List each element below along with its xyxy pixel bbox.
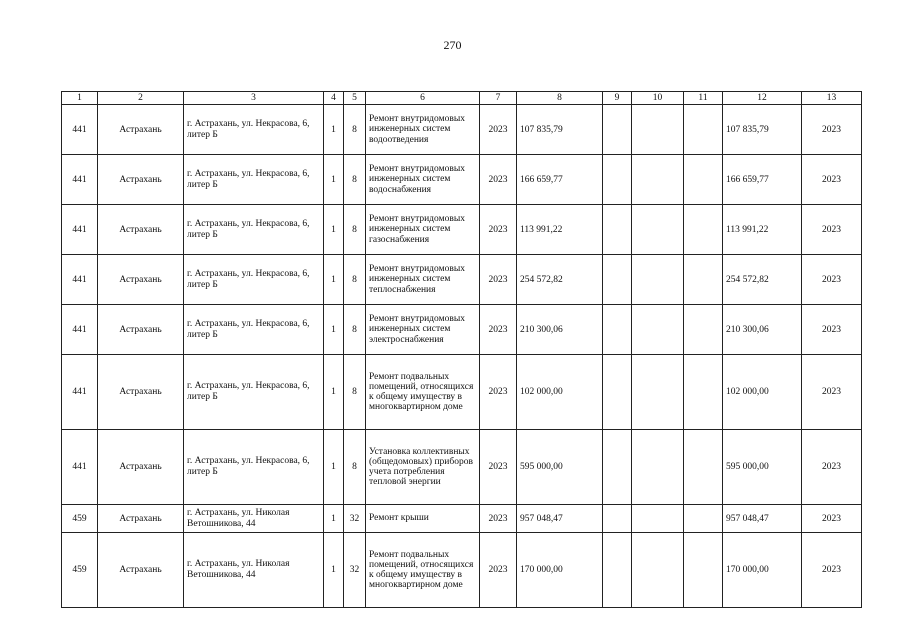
cell-stage: 1 [324, 205, 344, 255]
cell-funding-regional [632, 355, 684, 430]
cell-apartment-count: 32 [344, 505, 366, 533]
cell-funding-local [684, 255, 723, 305]
cell-funding-local [684, 305, 723, 355]
cell-funding-federal [603, 505, 632, 533]
page-number: 270 [443, 38, 462, 52]
cell-total-cost: 210 300,06 [517, 305, 603, 355]
table-row [62, 155, 862, 205]
cell-stage: 1 [324, 430, 344, 505]
cell-work-type: Установка коллективных (общедомовых) приборов учета потребления тепловой энергии [366, 430, 480, 505]
cell-work-year: 2023 [480, 155, 517, 205]
cell-apartment-count: 8 [344, 355, 366, 430]
cell-stage: 1 [324, 255, 344, 305]
cell-funding-local [684, 155, 723, 205]
cell-total-cost: 102 000,00 [517, 355, 603, 430]
cell-row-number: 441 [62, 430, 98, 505]
cell-total-cost: 957 048,47 [517, 505, 603, 533]
table-row [62, 255, 862, 305]
cell-work-year: 2023 [480, 105, 517, 155]
cell-completion-year: 2023 [802, 205, 862, 255]
cell-funding-federal [603, 305, 632, 355]
cell-address: г. Астрахань, ул. Некрасова, 6, литер Б [184, 355, 324, 430]
cell-apartment-count: 32 [344, 533, 366, 608]
cell-work-year: 2023 [480, 505, 517, 533]
cell-total-cost: 113 991,22 [517, 205, 603, 255]
cell-funding-regional [632, 505, 684, 533]
cell-stage: 1 [324, 533, 344, 608]
table-header [62, 92, 862, 105]
column-number-5: 5 [344, 92, 366, 105]
cell-funding-local [684, 430, 723, 505]
cell-apartment-count: 8 [344, 205, 366, 255]
cell-address: г. Астрахань, ул. Некрасова, 6, литер Б [184, 205, 324, 255]
cell-apartment-count: 8 [344, 305, 366, 355]
cell-funding-owners: 113 991,22 [723, 205, 802, 255]
cell-apartment-count: 8 [344, 155, 366, 205]
column-number-3: 3 [184, 92, 324, 105]
cell-municipality: Астрахань [98, 305, 184, 355]
column-number-2: 2 [98, 92, 184, 105]
cell-completion-year: 2023 [802, 355, 862, 430]
table-row [62, 305, 862, 355]
column-number-1: 1 [62, 92, 98, 105]
cell-address: г. Астрахань, ул. Николая Ветошникова, 44 [184, 505, 324, 533]
cell-funding-owners: 210 300,06 [723, 305, 802, 355]
cell-funding-owners: 102 000,00 [723, 355, 802, 430]
cell-municipality: Астрахань [98, 533, 184, 608]
cell-work-year: 2023 [480, 255, 517, 305]
cell-funding-federal [603, 430, 632, 505]
cell-municipality: Астрахань [98, 155, 184, 205]
cell-row-number: 441 [62, 105, 98, 155]
cell-funding-regional [632, 533, 684, 608]
cell-stage: 1 [324, 305, 344, 355]
cell-work-type: Ремонт внутридомовых инженерных систем водоснабжения [366, 155, 480, 205]
cell-funding-regional [632, 305, 684, 355]
cell-address: г. Астрахань, ул. Некрасова, 6, литер Б [184, 105, 324, 155]
column-number-row [62, 92, 862, 105]
table-row [62, 430, 862, 505]
cell-funding-regional [632, 155, 684, 205]
table-body [62, 105, 862, 608]
cell-apartment-count: 8 [344, 430, 366, 505]
cell-address: г. Астрахань, ул. Некрасова, 6, литер Б [184, 155, 324, 205]
cell-row-number: 441 [62, 355, 98, 430]
cell-total-cost: 107 835,79 [517, 105, 603, 155]
column-number-6: 6 [366, 92, 480, 105]
cell-work-type: Ремонт внутридомовых инженерных систем электроснабжения [366, 305, 480, 355]
cell-row-number: 459 [62, 533, 98, 608]
cell-completion-year: 2023 [802, 305, 862, 355]
cell-work-year: 2023 [480, 430, 517, 505]
table-row [62, 105, 862, 155]
cell-completion-year: 2023 [802, 105, 862, 155]
cell-completion-year: 2023 [802, 533, 862, 608]
cell-stage: 1 [324, 155, 344, 205]
table-row [62, 355, 862, 430]
cell-funding-owners: 957 048,47 [723, 505, 802, 533]
table-row [62, 205, 862, 255]
column-number-8: 8 [517, 92, 603, 105]
cell-total-cost: 166 659,77 [517, 155, 603, 205]
cell-total-cost: 254 572,82 [517, 255, 603, 305]
cell-work-year: 2023 [480, 533, 517, 608]
cell-row-number: 441 [62, 205, 98, 255]
table-row [62, 505, 862, 533]
cell-municipality: Астрахань [98, 355, 184, 430]
cell-completion-year: 2023 [802, 255, 862, 305]
cell-work-type: Ремонт подвальных помещений, относящихся к общему имуществу в многоквартирном доме [366, 355, 480, 430]
cell-work-type: Ремонт внутридомовых инженерных систем водоотведения [366, 105, 480, 155]
cell-address: г. Астрахань, ул. Некрасова, 6, литер Б [184, 255, 324, 305]
cell-funding-local [684, 533, 723, 608]
cell-address: г. Астрахань, ул. Некрасова, 6, литер Б [184, 430, 324, 505]
table-row [62, 533, 862, 608]
cell-row-number: 459 [62, 505, 98, 533]
cell-funding-local [684, 205, 723, 255]
cell-apartment-count: 8 [344, 105, 366, 155]
cell-row-number: 441 [62, 155, 98, 205]
cell-funding-local [684, 505, 723, 533]
cell-work-type: Ремонт подвальных помещений, относящихся к общему имуществу в многоквартирном доме [366, 533, 480, 608]
cell-funding-local [684, 105, 723, 155]
cell-apartment-count: 8 [344, 255, 366, 305]
cell-address: г. Астрахань, ул. Некрасова, 6, литер Б [184, 305, 324, 355]
cell-municipality: Астрахань [98, 505, 184, 533]
cell-funding-federal [603, 105, 632, 155]
column-number-12: 12 [723, 92, 802, 105]
cell-work-type: Ремонт внутридомовых инженерных систем теплоснабжения [366, 255, 480, 305]
cell-funding-regional [632, 105, 684, 155]
cell-work-year: 2023 [480, 205, 517, 255]
cell-row-number: 441 [62, 305, 98, 355]
cell-total-cost: 595 000,00 [517, 430, 603, 505]
column-number-4: 4 [324, 92, 344, 105]
cell-funding-federal [603, 533, 632, 608]
column-number-13: 13 [802, 92, 862, 105]
column-number-7: 7 [480, 92, 517, 105]
cell-work-year: 2023 [480, 305, 517, 355]
cell-funding-federal [603, 355, 632, 430]
cell-municipality: Астрахань [98, 255, 184, 305]
cell-funding-federal [603, 255, 632, 305]
cell-work-year: 2023 [480, 355, 517, 430]
cell-completion-year: 2023 [802, 155, 862, 205]
cell-work-type: Ремонт внутридомовых инженерных систем газоснабжения [366, 205, 480, 255]
cell-stage: 1 [324, 505, 344, 533]
cell-municipality: Астрахань [98, 205, 184, 255]
cell-row-number: 441 [62, 255, 98, 305]
cell-funding-local [684, 355, 723, 430]
cell-funding-federal [603, 155, 632, 205]
cell-stage: 1 [324, 355, 344, 430]
repair-program-table [61, 91, 862, 608]
cell-funding-regional [632, 205, 684, 255]
cell-funding-federal [603, 205, 632, 255]
cell-completion-year: 2023 [802, 505, 862, 533]
cell-funding-regional [632, 255, 684, 305]
column-number-9: 9 [603, 92, 632, 105]
cell-total-cost: 170 000,00 [517, 533, 603, 608]
cell-completion-year: 2023 [802, 430, 862, 505]
cell-funding-owners: 166 659,77 [723, 155, 802, 205]
cell-funding-owners: 595 000,00 [723, 430, 802, 505]
column-number-11: 11 [684, 92, 723, 105]
cell-work-type: Ремонт крыши [366, 505, 480, 533]
cell-stage: 1 [324, 105, 344, 155]
cell-funding-owners: 170 000,00 [723, 533, 802, 608]
cell-municipality: Астрахань [98, 430, 184, 505]
column-number-10: 10 [632, 92, 684, 105]
cell-address: г. Астрахань, ул. Николая Ветошникова, 44 [184, 533, 324, 608]
cell-funding-owners: 254 572,82 [723, 255, 802, 305]
cell-funding-owners: 107 835,79 [723, 105, 802, 155]
cell-funding-regional [632, 430, 684, 505]
cell-municipality: Астрахань [98, 105, 184, 155]
